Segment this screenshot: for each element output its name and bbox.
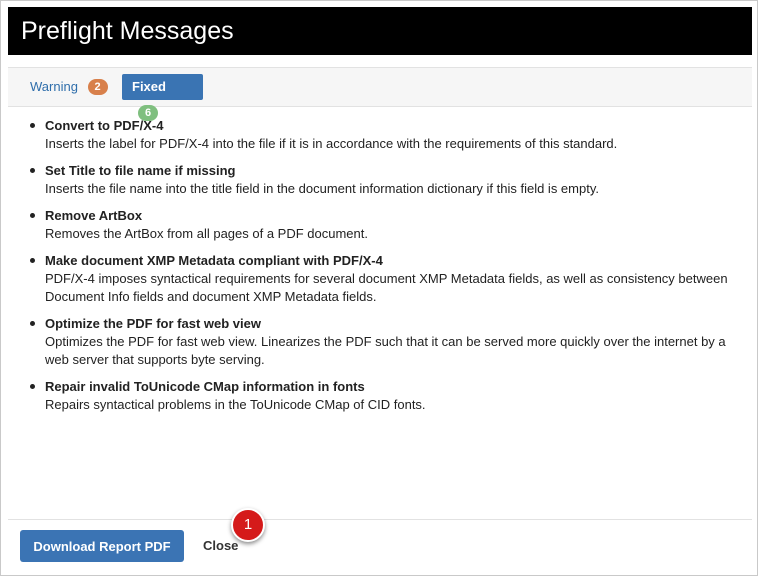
bullet-icon [30, 123, 35, 128]
message-description-line-2: Document Info fields and document XMP Metadata fields. [45, 289, 377, 304]
message-item [45, 207, 757, 243]
dialog-title: Preflight Messages [21, 17, 234, 45]
message-item [45, 315, 757, 369]
message-description-line-2: web server that supports byte serving. [45, 352, 265, 367]
message-title: Optimize the PDF for fast web view [45, 316, 261, 331]
warning-count-badge: 2 [88, 79, 108, 95]
message-description: Inserts the label for PDF/X-4 into the file if it is in accordance with the requirements of this standard. [45, 136, 618, 151]
tab-warning-label: Warning [30, 79, 78, 94]
bullet-icon [30, 258, 35, 263]
message-item [45, 117, 757, 153]
message-description-line-1: PDF/X-4 imposes syntactical requirements for several document XMP Metadata fields, as well as consistency between [45, 271, 728, 286]
dialog-title-bar [8, 7, 752, 55]
bullet-icon [30, 384, 35, 389]
tab-strip [8, 67, 752, 119]
message-title: Convert to PDF/X-4 [45, 118, 164, 133]
tab-fixed-label: Fixed [132, 79, 166, 94]
message-title: Repair invalid ToUnicode CMap information in fonts [45, 379, 365, 394]
download-report-button[interactable]: Download Report PDF [20, 530, 184, 562]
footer-divider [8, 519, 752, 520]
message-title: Remove ArtBox [45, 208, 143, 223]
bullet-icon [30, 213, 35, 218]
tab-warning[interactable] [22, 74, 116, 100]
message-title: Make document XMP Metadata compliant with PDF/X-4 [45, 253, 383, 268]
message-description: Repairs syntactical problems in the ToUnicode CMap of CID fonts. [45, 397, 426, 412]
step-marker-badge: 1 [231, 508, 265, 542]
fixed-count-badge: 6 [138, 105, 158, 121]
bullet-icon [30, 321, 35, 326]
message-description-line-1: Optimizes the PDF for fast web view. Linearizes the PDF such that it can be served more quickly over the internet by a [45, 334, 726, 349]
message-title: Set Title to file name if missing [45, 163, 236, 178]
message-item [45, 252, 757, 306]
message-item [45, 378, 757, 414]
close-button[interactable]: Close [193, 530, 248, 562]
message-description: Removes the ArtBox from all pages of a PDF document. [45, 226, 368, 241]
tab-fixed[interactable] [122, 74, 203, 119]
fixed-message-list [45, 117, 757, 423]
message-description: Inserts the file name into the title field in the document information dictionary if this field is empty. [45, 181, 599, 196]
bullet-icon [30, 168, 35, 173]
message-item [45, 162, 757, 198]
